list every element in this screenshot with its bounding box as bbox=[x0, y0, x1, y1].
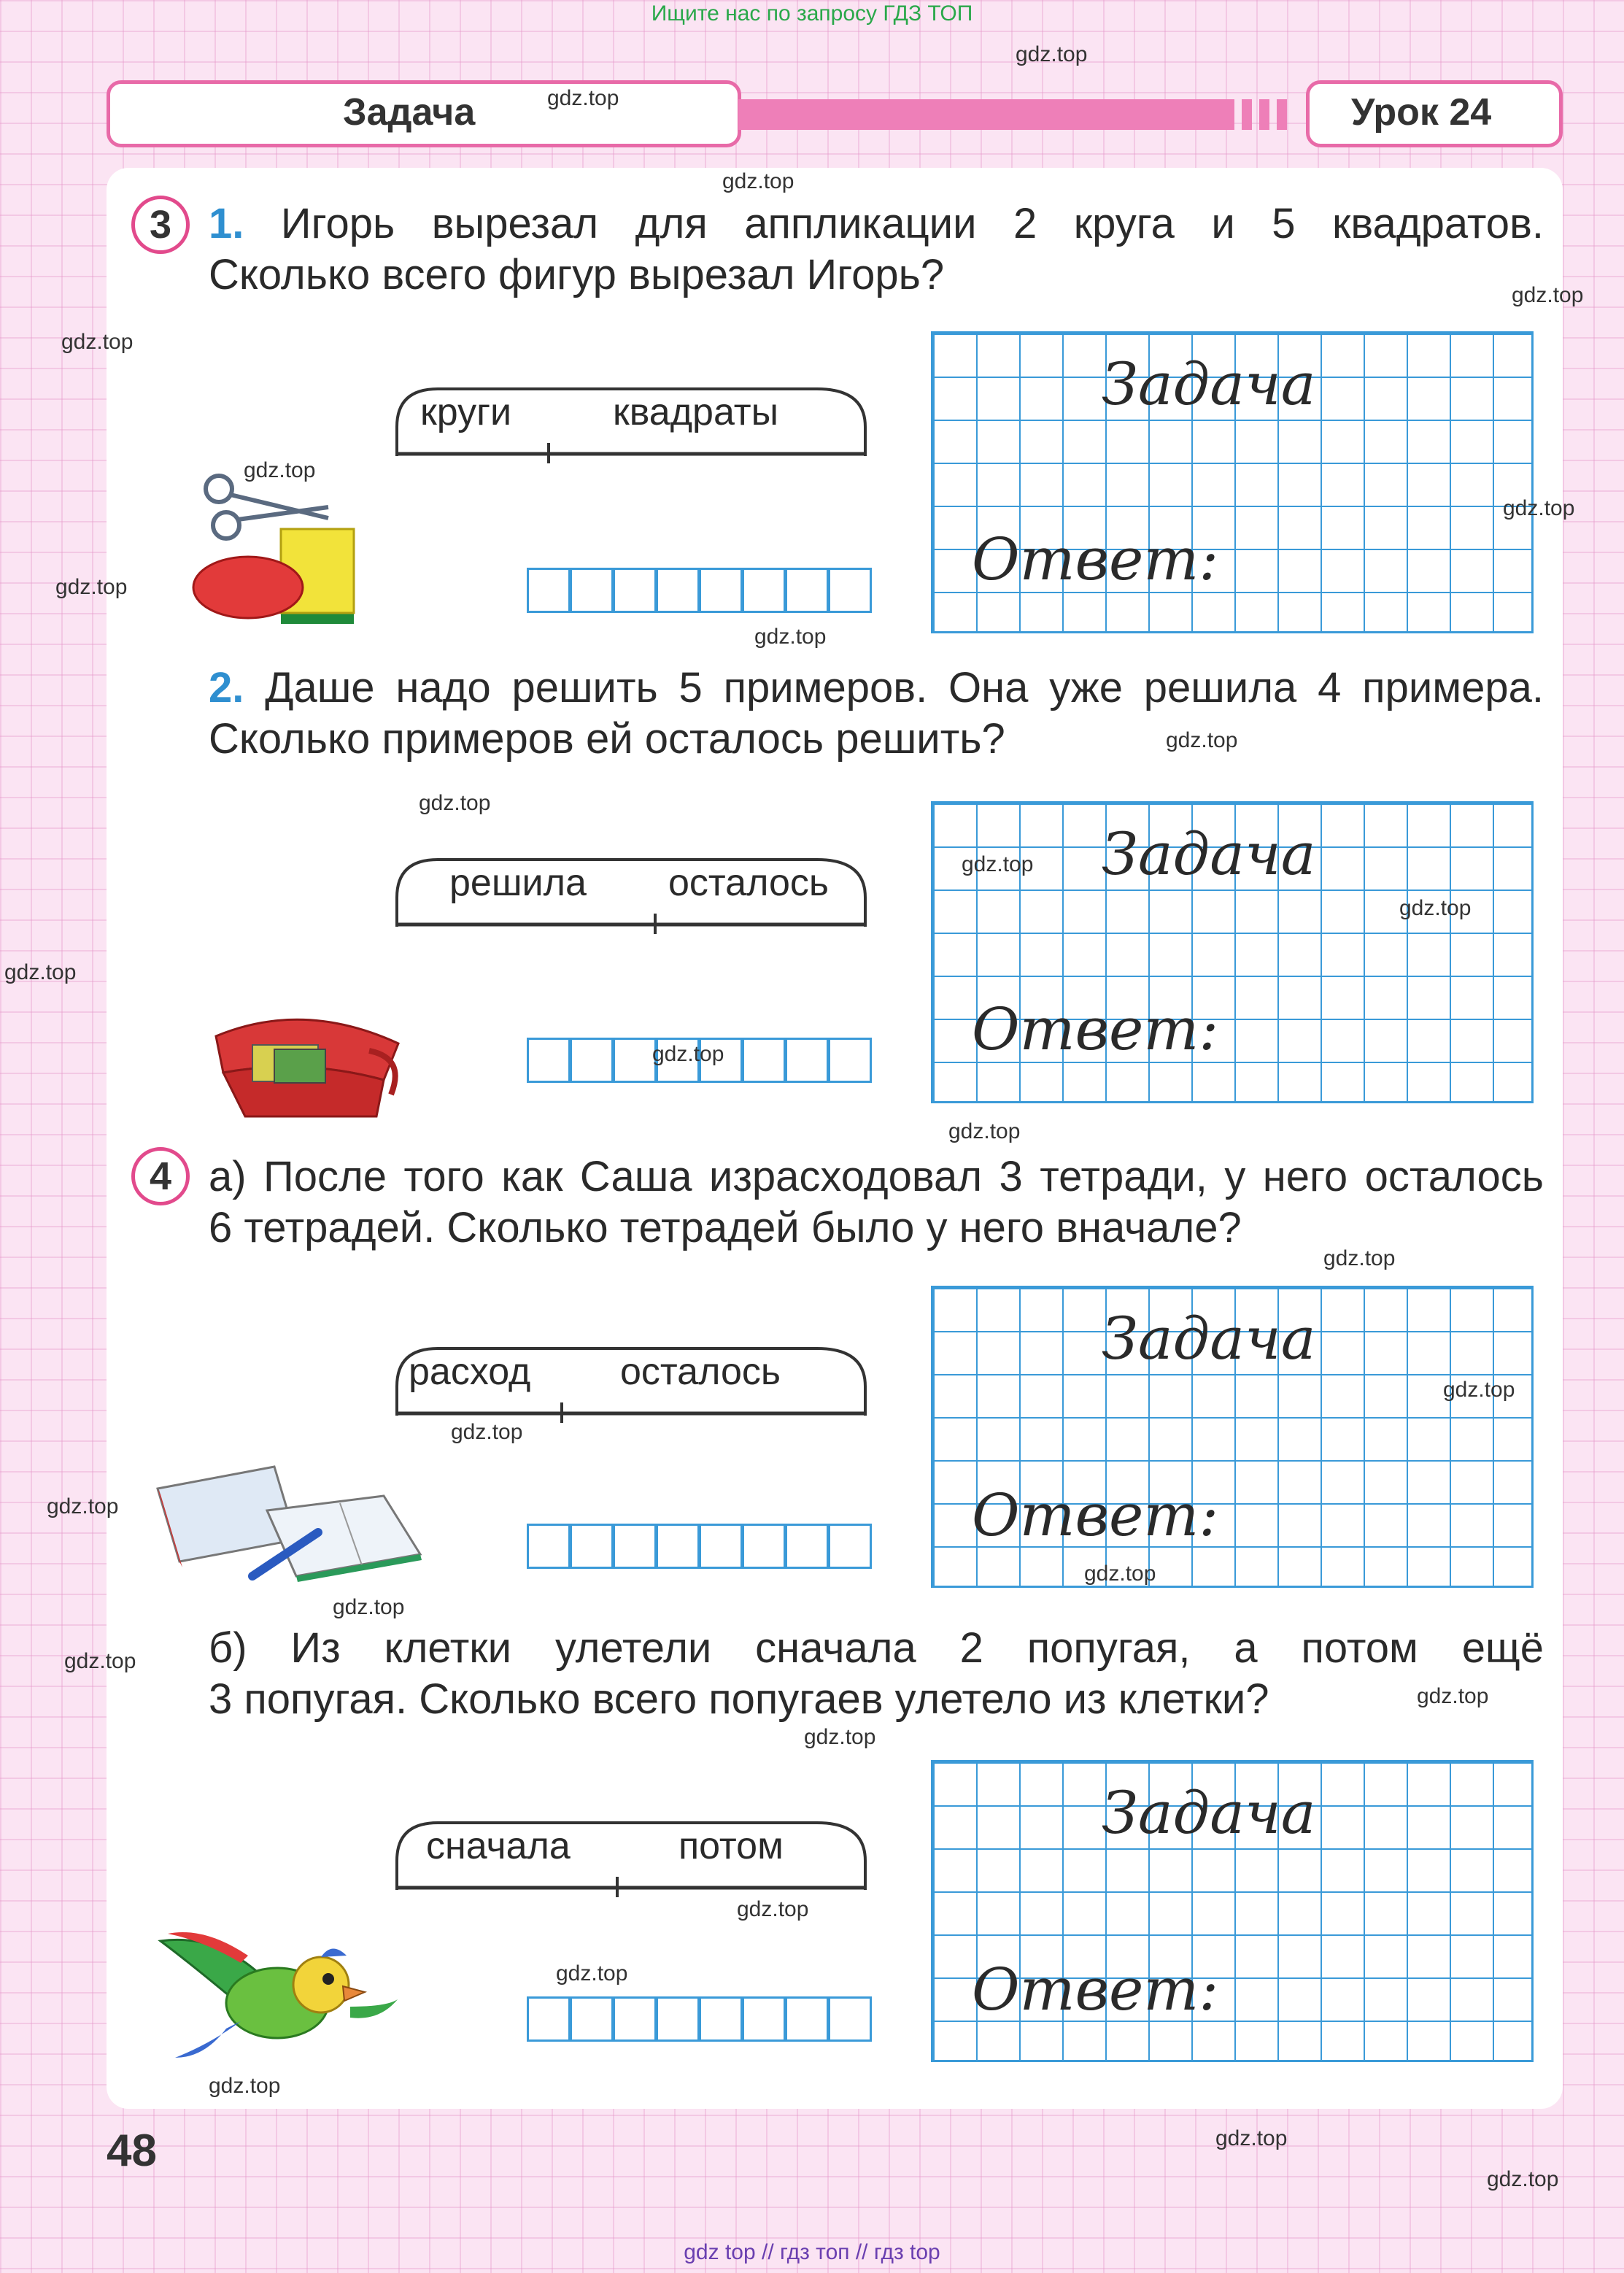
scheme-right-label: потом bbox=[678, 1825, 784, 1867]
answer-cell[interactable] bbox=[656, 1996, 700, 2042]
scheme-left-label: сначала bbox=[426, 1825, 571, 1867]
watermark: gdz.top bbox=[948, 1119, 1021, 1143]
answer-cell[interactable] bbox=[570, 1038, 614, 1083]
watermark: gdz.top bbox=[556, 1961, 628, 1986]
watermark: gdz.top bbox=[419, 791, 491, 815]
answer-cells[interactable] bbox=[527, 1524, 874, 1569]
watermark: gdz.top bbox=[1323, 1246, 1396, 1270]
grid-answer-label: Ответ: bbox=[972, 525, 1219, 593]
grid-task-label: Задача bbox=[1102, 1305, 1316, 1373]
scheme-right-label: квадраты bbox=[613, 391, 778, 433]
task-text-line1 bbox=[209, 663, 1544, 714]
segment-scheme bbox=[394, 1817, 868, 1897]
grid-answer-label: Ответ: bbox=[972, 1956, 1219, 2023]
answer-cell[interactable] bbox=[656, 568, 700, 613]
answer-cell[interactable] bbox=[785, 1996, 829, 2042]
watermark: gdz.top bbox=[1503, 496, 1575, 520]
task-text-line2: Сколько примеров ей осталось решить? bbox=[209, 715, 1005, 763]
answer-cell[interactable] bbox=[527, 1524, 571, 1569]
answer-cell[interactable] bbox=[613, 1996, 657, 2042]
answer-cell[interactable] bbox=[828, 1038, 872, 1083]
notebooks-picture bbox=[150, 1452, 435, 1583]
header-stripe bbox=[738, 99, 1234, 130]
answer-cell[interactable] bbox=[699, 1996, 743, 2042]
answer-cells[interactable] bbox=[527, 1996, 874, 2042]
school-bag-picture bbox=[201, 992, 413, 1124]
scheme-right-label: осталось bbox=[668, 862, 830, 904]
answer-cell[interactable] bbox=[570, 568, 614, 613]
grid-answer-label: Ответ: bbox=[972, 995, 1219, 1063]
bottom-note: gdz top // гдз топ // гдз top bbox=[684, 2240, 940, 2264]
answer-cell[interactable] bbox=[742, 568, 786, 613]
watermark: gdz.top bbox=[652, 1042, 724, 1066]
answer-cell[interactable] bbox=[699, 1524, 743, 1569]
task-text-line1 bbox=[209, 1623, 1544, 1674]
answer-cell[interactable] bbox=[785, 1038, 829, 1083]
answer-cell[interactable] bbox=[613, 568, 657, 613]
watermark: gdz.top bbox=[962, 852, 1034, 876]
answer-cell[interactable] bbox=[527, 568, 571, 613]
answer-cell[interactable] bbox=[742, 1996, 786, 2042]
watermark: gdz.top bbox=[1016, 42, 1088, 66]
grid-task-label: Задача bbox=[1102, 350, 1316, 418]
answer-cell[interactable] bbox=[785, 1524, 829, 1569]
page-number: 48 bbox=[107, 2126, 157, 2176]
answer-cell[interactable] bbox=[699, 568, 743, 613]
lesson-label: Урок 24 bbox=[1351, 91, 1492, 134]
watermark: gdz.top bbox=[1443, 1378, 1515, 1402]
top-search-note: Ищите нас по запросу ГДЗ ТОП bbox=[651, 1, 973, 26]
answer-cell[interactable] bbox=[527, 1038, 571, 1083]
watermark: gdz.top bbox=[64, 1649, 136, 1673]
watermark: gdz.top bbox=[1215, 2126, 1288, 2150]
exercise-number: 4 bbox=[131, 1147, 190, 1205]
watermark: gdz.top bbox=[451, 1420, 523, 1444]
watermark: gdz.top bbox=[1166, 728, 1238, 752]
segment-scheme bbox=[394, 383, 868, 463]
task-subnumber: 1. bbox=[209, 200, 244, 247]
scheme-right-label: осталось bbox=[620, 1351, 781, 1393]
task-text-line2: 6 тетрадей. Сколько тетрадей было у него вначале? bbox=[209, 1204, 1242, 1251]
answer-cell[interactable] bbox=[828, 1524, 872, 1569]
watermark: gdz.top bbox=[47, 1494, 119, 1518]
watermark: gdz.top bbox=[4, 960, 77, 984]
watermark: gdz.top bbox=[209, 2074, 281, 2098]
scheme-left-label: расход bbox=[409, 1351, 531, 1393]
task-text-line1 bbox=[209, 198, 1544, 250]
task-text: Даше надо решить 5 примеров. Она уже решила 4 примера. bbox=[265, 664, 1544, 711]
answer-cell[interactable] bbox=[613, 1038, 657, 1083]
task-text-line2: Сколько всего фигур вырезал Игорь? bbox=[209, 251, 945, 298]
watermark: gdz.top bbox=[1417, 1684, 1489, 1708]
answer-cell[interactable] bbox=[828, 1996, 872, 2042]
task-text: После того как Саша израсходовал 3 тетради, у него осталось bbox=[263, 1153, 1544, 1200]
exercise-number: 3 bbox=[131, 196, 190, 254]
header-stripe-bar bbox=[1277, 99, 1287, 130]
task-text: Игорь вырезал для аппликации 2 круга и 5 квадратов. bbox=[280, 200, 1544, 247]
task-subnumber: 2. bbox=[209, 664, 244, 711]
scissors-and-shapes-picture bbox=[182, 467, 401, 635]
watermark: gdz.top bbox=[333, 1595, 405, 1619]
page-title: Задача bbox=[343, 91, 476, 134]
answer-cell[interactable] bbox=[828, 568, 872, 613]
scheme-left-label: круги bbox=[420, 391, 512, 433]
grid-task-label: Задача bbox=[1102, 820, 1316, 888]
watermark: gdz.top bbox=[547, 86, 619, 110]
answer-cell[interactable] bbox=[613, 1524, 657, 1569]
grid-answer-label: Ответ: bbox=[972, 1481, 1219, 1549]
watermark: gdz.top bbox=[804, 1725, 876, 1749]
answer-cell[interactable] bbox=[785, 568, 829, 613]
parrot-picture bbox=[146, 1919, 401, 2065]
segment-scheme bbox=[394, 854, 868, 934]
answer-cell[interactable] bbox=[570, 1524, 614, 1569]
task-subnumber: а) bbox=[209, 1153, 247, 1200]
watermark: gdz.top bbox=[244, 458, 316, 482]
header-stripe-bar bbox=[1242, 99, 1252, 130]
header-stripe-bar bbox=[1259, 99, 1269, 130]
task-subnumber: б) bbox=[209, 1624, 247, 1672]
watermark: gdz.top bbox=[754, 625, 827, 649]
watermark: gdz.top bbox=[722, 169, 794, 193]
task-text-line2: 3 попугая. Сколько всего попугаев улетело из клетки? bbox=[209, 1675, 1269, 1723]
answer-cell[interactable] bbox=[656, 1524, 700, 1569]
answer-cell[interactable] bbox=[742, 1524, 786, 1569]
scheme-left-label: решила bbox=[449, 862, 587, 904]
answer-cell[interactable] bbox=[527, 1996, 571, 2042]
watermark: gdz.top bbox=[1487, 2167, 1559, 2191]
watermark: gdz.top bbox=[61, 330, 134, 354]
task-text: Из клетки улетели сначала 2 попугая, а потом ещё bbox=[290, 1624, 1544, 1672]
answer-cell[interactable] bbox=[742, 1038, 786, 1083]
watermark: gdz.top bbox=[1399, 896, 1472, 920]
task-text-line1 bbox=[209, 1151, 1544, 1203]
segment-scheme bbox=[394, 1343, 868, 1423]
watermark: gdz.top bbox=[55, 575, 128, 599]
watermark: gdz.top bbox=[737, 1897, 809, 1921]
grid-task-label: Задача bbox=[1102, 1779, 1316, 1847]
answer-cell[interactable] bbox=[570, 1996, 614, 2042]
answer-cells[interactable] bbox=[527, 568, 874, 613]
watermark: gdz.top bbox=[1084, 1562, 1156, 1586]
watermark: gdz.top bbox=[1512, 283, 1584, 307]
